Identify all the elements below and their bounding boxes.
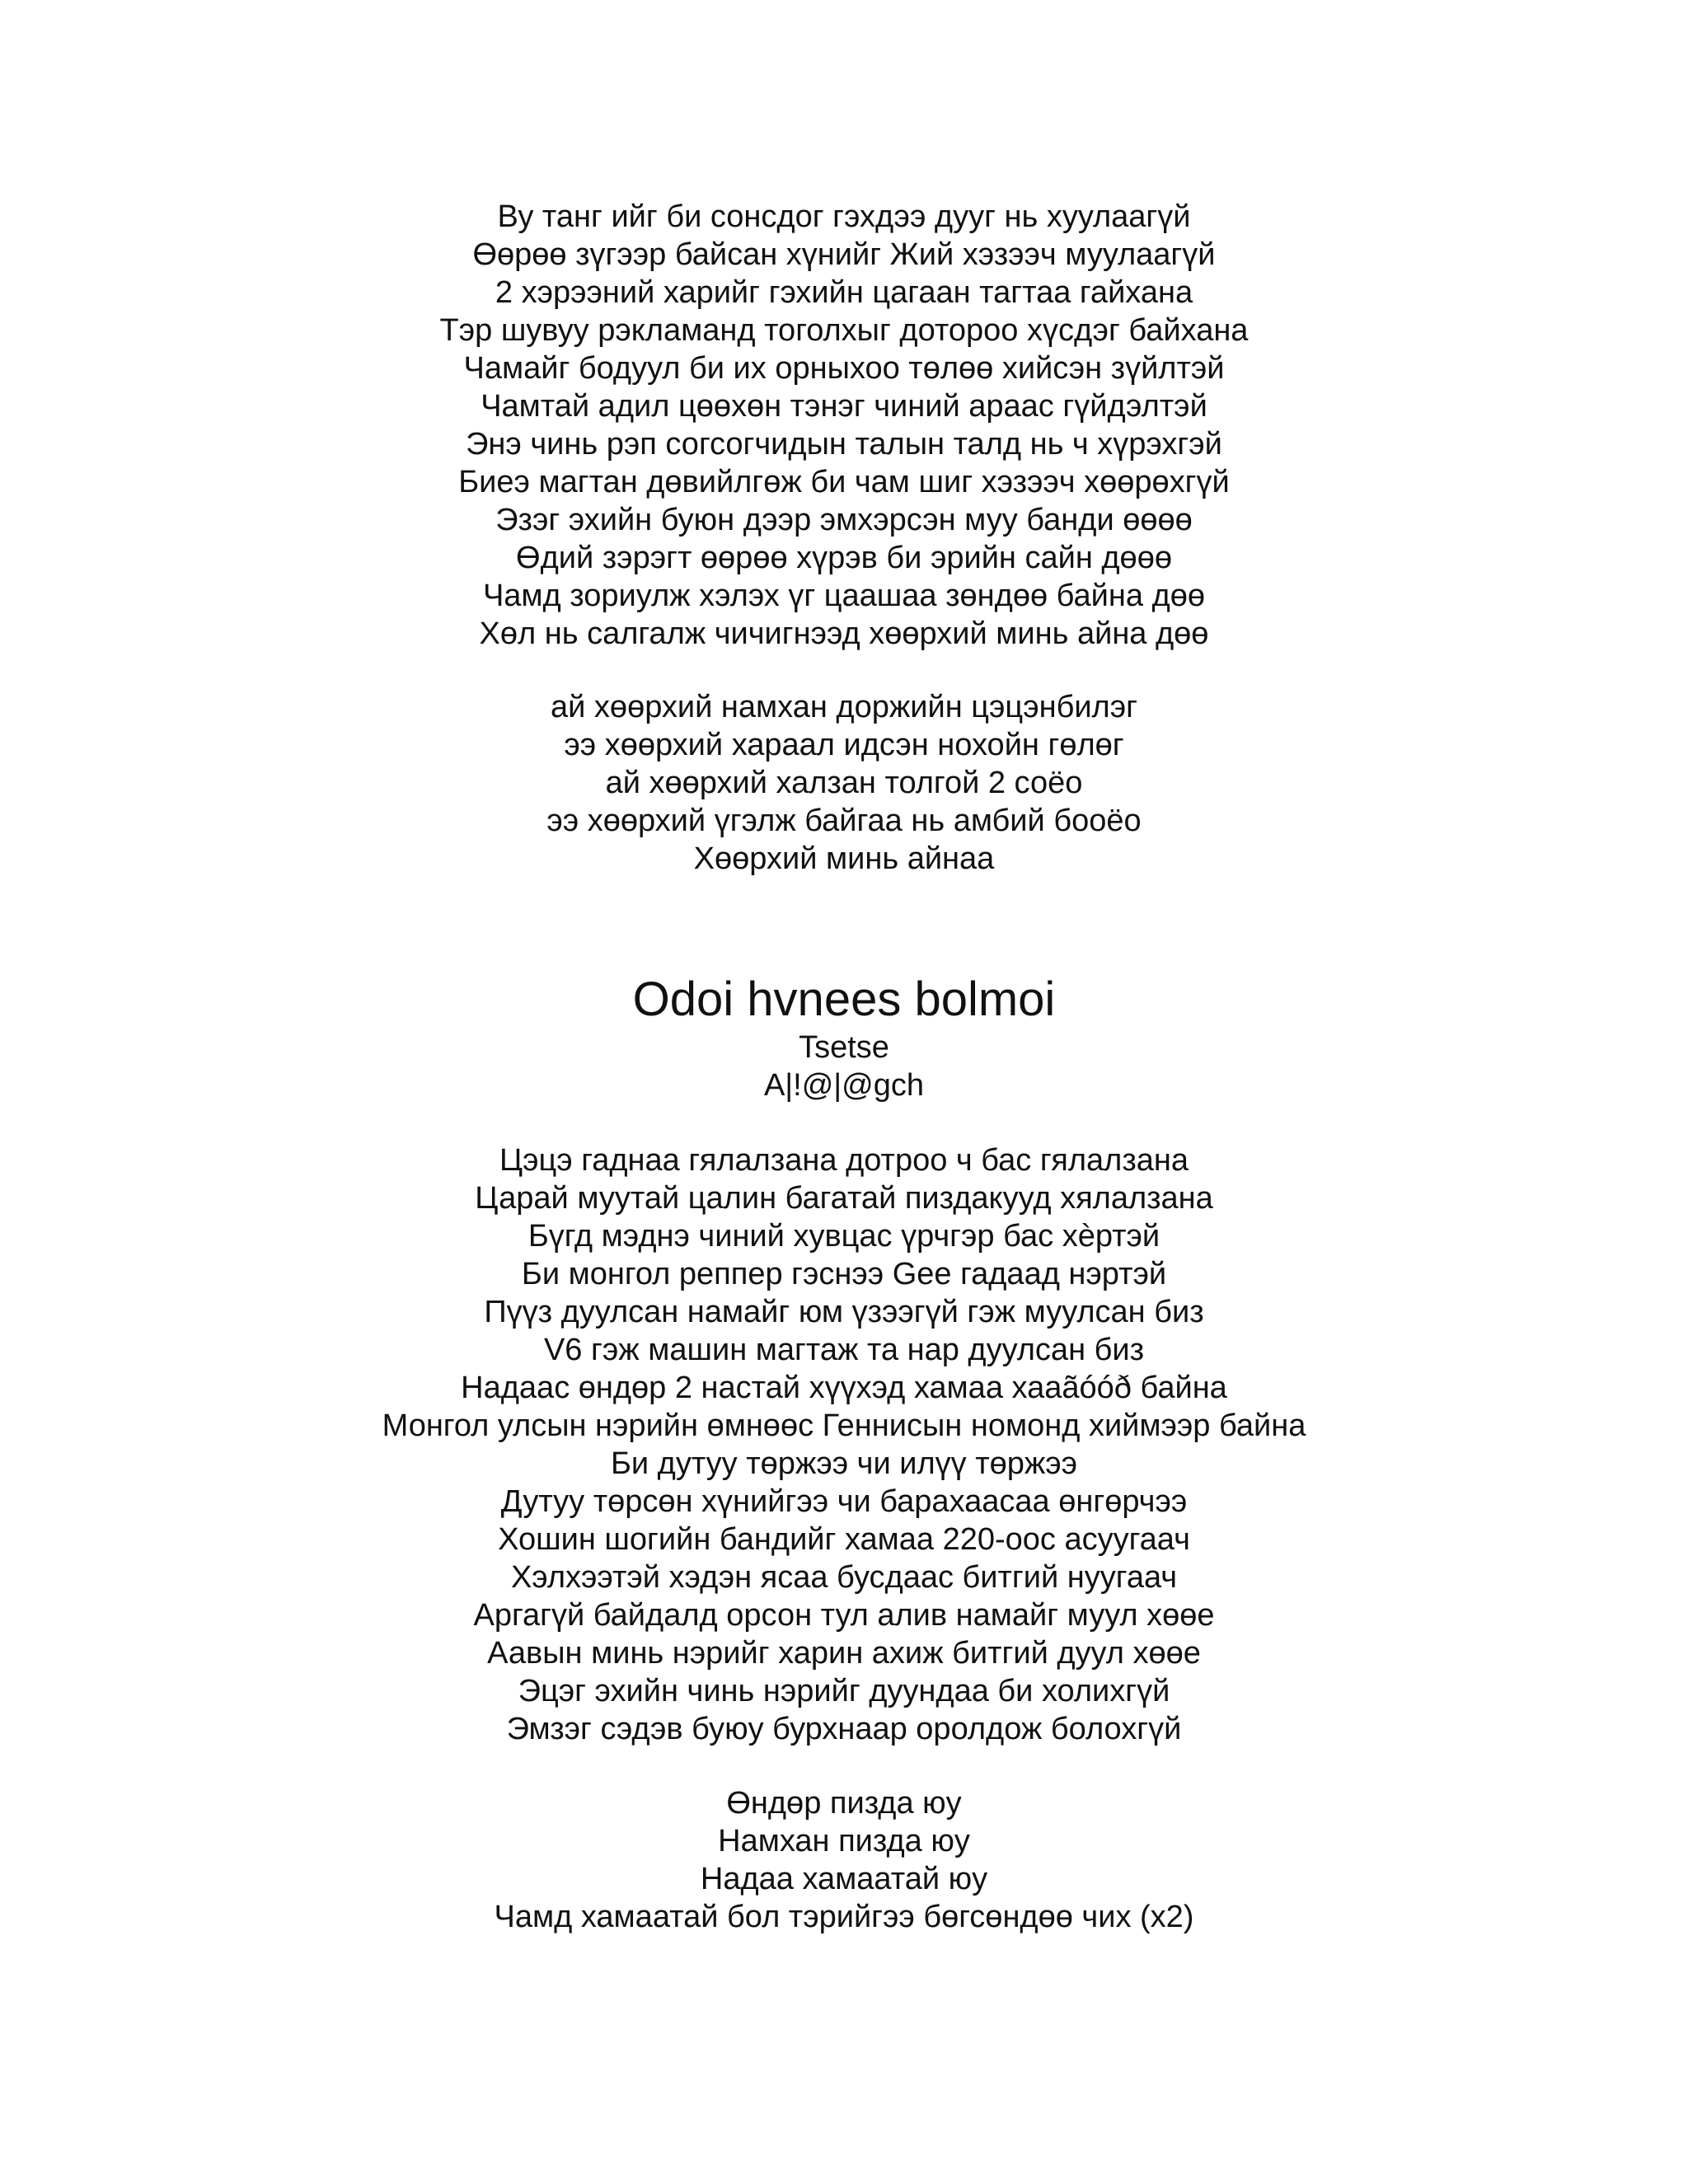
song-credit: A|!@|@gch <box>763 1068 925 1103</box>
song-title: Odoi hvnees bolmoi <box>632 972 1056 1026</box>
lyric-line: Эзэг эхийн буюн дээр эмхэрсэн муу банди өөөө <box>495 503 1193 537</box>
verse-stanza-2 <box>0 1141 1688 1748</box>
lyric-line: ээ хөөрхий үгэлж байгаа нь амбий бооёо <box>546 804 1142 838</box>
lyric-line: Ву танг ийг би сонсдог гэхдээ дууг нь хуулаагүй <box>497 199 1191 234</box>
lyric-line: Тэр шувуу рэкламанд тоголхыг дотороо хүсдэг байхана <box>439 313 1249 348</box>
lyric-line: Аргагүй байдалд орсон тул алив намайг муул хөөе <box>473 1598 1215 1633</box>
lyric-line: Хөл нь салгалж чичигнээд хөөрхий минь айна дөө <box>479 616 1209 651</box>
lyric-line: Өндөр пизда юу <box>726 1786 962 1821</box>
lyric-line: Өдий зэрэгт өөрөө хүрэв би эрийн сайн дөөө <box>516 541 1172 575</box>
lyric-line: Чамтай адил цөөхөн тэнэг чиний араас гүйдэлтэй <box>481 389 1207 424</box>
chorus-stanza-1 <box>0 688 1688 878</box>
lyric-line: Энэ чинь рэп согсогчидын талын талд нь ч хүрэхгэй <box>466 427 1222 462</box>
lyric-line: Чамайг бодуул би их орныхоо төлөө хийсэн зүйлтэй <box>463 351 1225 386</box>
lyric-line: Хэлхээтэй хэдэн ясаа бусдаас битгий нуугаач <box>510 1560 1178 1595</box>
lyric-line: V6 гэж машин магтаж та нар дуулсан биз <box>543 1333 1145 1367</box>
lyric-line: Бүгд мэднэ чиний хувцас үрчгэр бас хѐртэй <box>528 1219 1160 1254</box>
lyric-line: ай хөөрхий халзан толгой 2 соёо <box>605 766 1083 800</box>
lyric-line: Хошин шогийн бандийг хамаа 220-оос асуугаач <box>498 1522 1190 1557</box>
lyric-line: Надаа хамаатай юу <box>700 1862 988 1896</box>
lyric-line: 2 хэрээний харийг гэхийн цагаан тагтаа гайхана <box>495 275 1193 310</box>
lyric-line: Эмзэг сэдэв буюу бурхнаар оролдож болохгүй <box>506 1712 1182 1746</box>
lyric-line: Дутуу төрсөн хүнийгээ чи барахаасаа өнгөрчээ <box>500 1484 1188 1519</box>
song-artist: Tsetse <box>799 1030 889 1065</box>
lyric-line: Надаас өндөр 2 настай хүүхэд хамаа хааãóóð байна <box>461 1371 1227 1405</box>
lyric-line: Биеэ магтан дөвийлгөж би чам шиг хэзээч хөөрөхгүй <box>458 465 1230 499</box>
verse-stanza-1 <box>0 198 1688 653</box>
lyric-line: Өөрөө зүгээр байсан хүнийг Жий хэзээч муулаагүй <box>472 237 1216 272</box>
lyric-line: Монгол улсын нэрийн өмнөөс Геннисын номонд хиймээр байна <box>382 1408 1306 1443</box>
lyric-line: ээ хөөрхий хараал идсэн нохойн гөлөг <box>564 728 1124 762</box>
lyric-line: Аавын минь нэрийг харин ахиж битгий дуул хөөе <box>487 1636 1201 1671</box>
chorus-stanza-2 <box>0 1784 1688 1936</box>
lyric-line: Царай муутай цалин багатай пиздакууд хялалзана <box>475 1181 1213 1216</box>
song-header <box>0 971 1688 1104</box>
lyric-line: Намхан пизда юу <box>718 1824 970 1858</box>
lyric-line: Цэцэ гаднаа гялалзана дотроо ч бас гялалзана <box>499 1143 1189 1178</box>
lyric-line: Би дутуу төржээ чи илүү төржээ <box>610 1446 1078 1481</box>
lyric-line: Чамд хамаатай бол тэрийгээ бөгсөндөө чих (x2) <box>494 1900 1194 1934</box>
lyric-line: ай хөөрхий намхан доржийн цэцэнбилэг <box>551 690 1137 724</box>
lyric-line: Хөөрхий минь айнаа <box>693 841 995 876</box>
lyric-line: Пүүз дуулсан намайг юм үзээгүй гэж муулсан биз <box>484 1295 1204 1329</box>
lyric-line: Би монгол реппер гэснээ Gee гадаад нэртэй <box>521 1257 1167 1291</box>
lyric-line: Чамд зориулж хэлэх үг цаашаа зөндөө байна дөө <box>482 579 1206 613</box>
lyric-line: Эцэг эхийн чинь нэрийг дуундаа би холихгүй <box>518 1674 1170 1708</box>
